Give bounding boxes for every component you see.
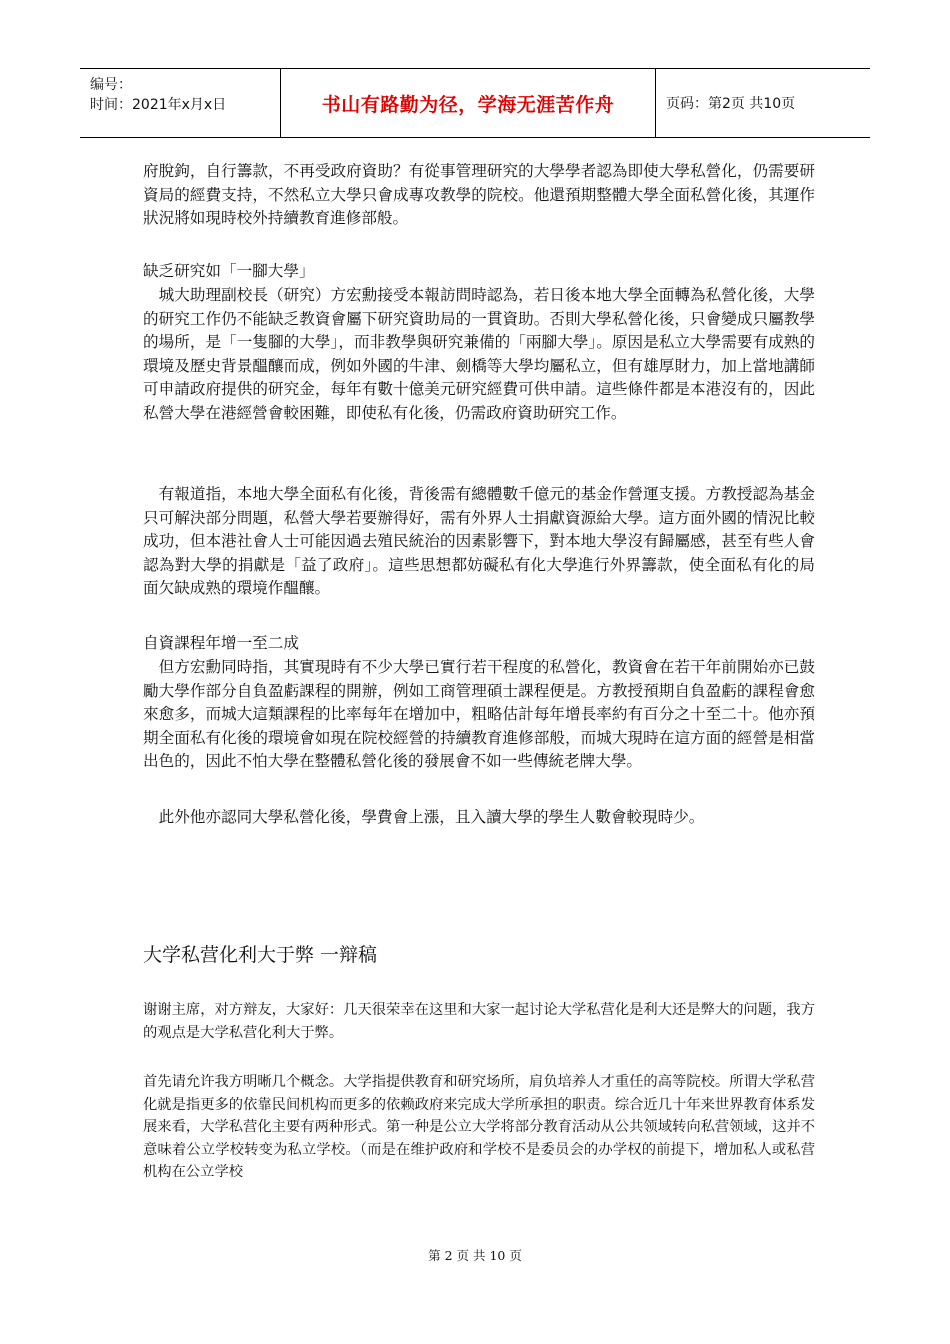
subheading-research: 缺乏研究如「一腳大學」 — [143, 262, 315, 280]
document-number-label: 编号： — [90, 77, 132, 93]
header-motto: 书山有路勤为径，学海无涯苦作舟 — [280, 69, 656, 137]
header-page-info: 页码：第2页 共10页 — [666, 96, 796, 112]
section-title: 大学私营化利大于弊 一辩稿 — [143, 944, 378, 966]
page-footer: 第 2 页 共 10 页 — [428, 1248, 522, 1263]
paragraph-opening: 谢谢主席，对方辩友，大家好：几天很荣幸在这里和大家一起讨论大学私营化是利大还是弊大的问题，我方的观点是大学私营化利大于弊。 — [143, 1002, 815, 1041]
document-time-label: 时间：2021年x月x日 — [90, 97, 227, 113]
paragraph-self-financed: 但方宏勳同時指，其實現時有不少大學已實行若干程度的私營化，教資會在若干年前開始亦已鼓勵大學作部分自負盈虧課程的開辦，例如工商管理碩士課程便是。方教授預期自負盈虧的課程會愈來愈多，而城大這類課程的比率每年在增加中，粗略估計每年增長率約有百分之十至二十。他亦預期全面私有化後的環境會如現在院校經營的持續教育進修部般，而城大現時在這方面的經營是相當出色的，因此不怕大學在整體私營化後的發展會不如一些傳統老牌大學。 — [143, 658, 815, 770]
subheading-self-financed: 自資課程年增一至二成 — [143, 634, 299, 652]
header-meta — [80, 69, 280, 137]
paragraph-tuition: 此外他亦認同大學私營化後，學費會上漲，且入讀大學的學生人數會較現時少。 — [143, 808, 705, 826]
paragraph-concepts: 首先请允许我方明晰几个概念。大学指提供教育和研究场所，肩负培养人才重任的高等院校。所谓大学私营化就是指更多的依靠民间机构而更多的依赖政府来完成大学所承担的职责。综合近几十年来世界教育体系发展来看，大学私营化主要有两种形式。第一种是公立大学将部分教育活动从公共领域转向私营领域，这并不意味着公立学校转变为私立学校。（而是在维护政府和学校不是委员会的办学权的前提下，增加私人或私营机构在公立学校 — [143, 1074, 815, 1180]
page-header — [80, 68, 870, 138]
paragraph-research: 城大助理副校長（研究）方宏勳接受本報訪問時認為，若日後本地大學全面轉為私營化後，大學的研究工作仍不能缺乏教資會屬下研究資助局的一貫資助。否則大學私營化後，只會變成只屬教學的場所，是「一隻腳的大學」，而非教學與研究兼備的「兩腳大學」。原因是私立大學需要有成熟的環境及歷史背景醞釀而成，例如外國的牛津、劍橋等大學均屬私立，但有雄厚財力，加上當地講師可申請政府提供的研究金，每年有數十億美元研究經費可供申請。這些條件都是本港沒有的，因此私營大學在港經營會較困難，即使私有化後，仍需政府資助研究工作。 — [143, 286, 815, 422]
paragraph-funding: 有報道指，本地大學全面私有化後，背後需有總體數千億元的基金作營運支援。方教授認為基金只可解決部分問題，私營大學若要辦得好，需有外界人士捐獻資源給大學。這方面外國的情況比較成功，但本港社會人士可能因過去殖民統治的因素影響下，對本地大學沒有歸屬感，甚至有些人會認為對大學的捐獻是「益了政府」。這些思想都妨礙私有化大學進行外界籌款，使全面私有化的局面欠缺成熟的環境作醞釀。 — [143, 485, 815, 597]
paragraph-intro: 府脫鉤，自行籌款，不再受政府資助？有從事管理研究的大學學者認為即使大學私營化，仍需要研資局的經費支持，不然私立大學只會成專攻教學的院校。他還預期整體大學全面私營化後，其運作狀況將如現時校外持續教育進修部般。 — [143, 162, 815, 227]
